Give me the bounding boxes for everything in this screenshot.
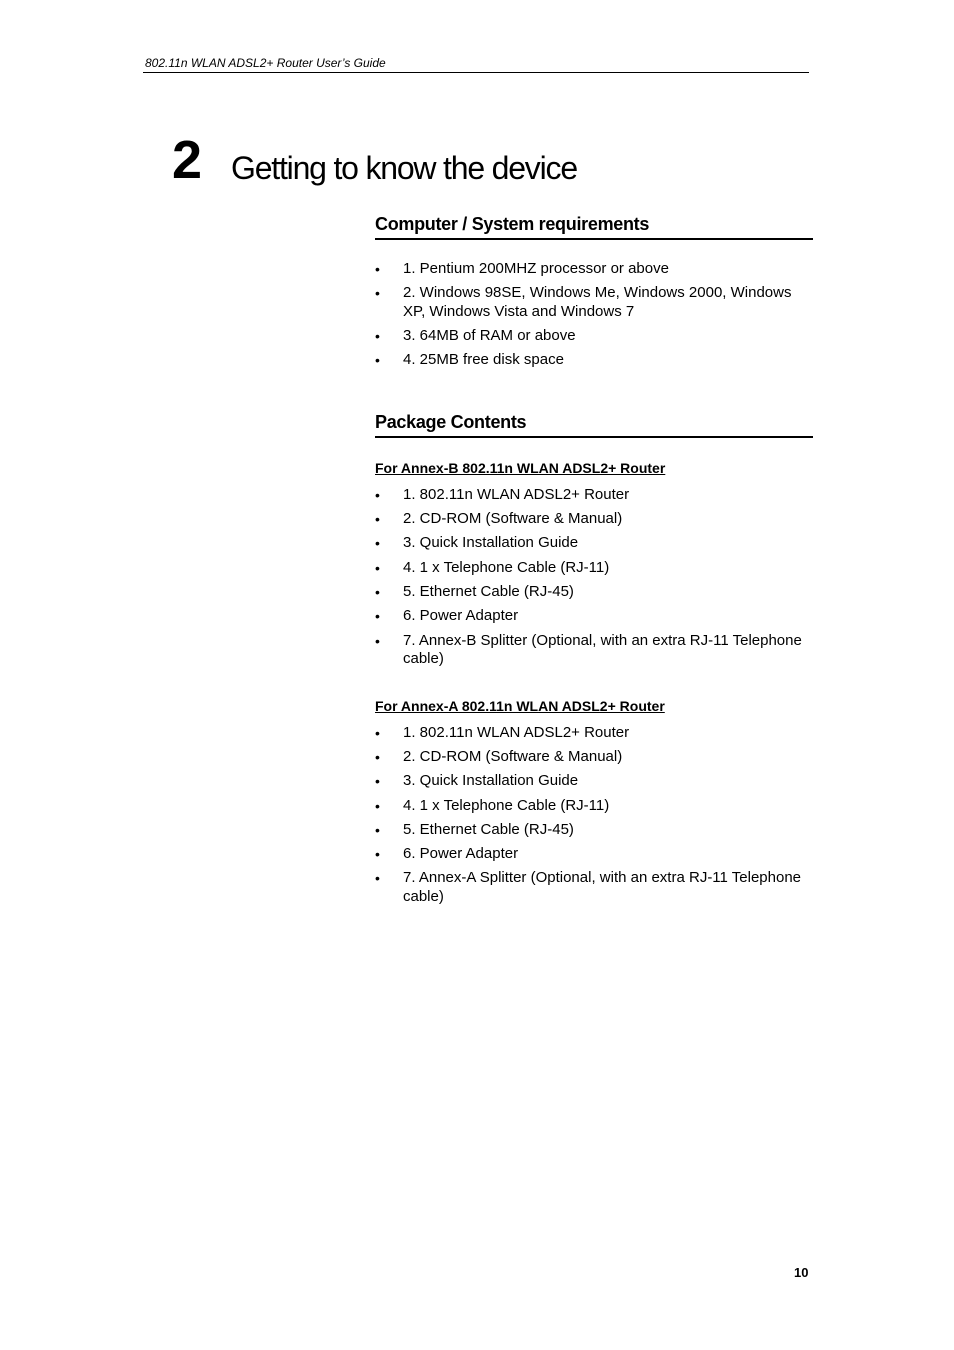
- list-item: [375, 534, 813, 553]
- bullet-icon: •: [375, 486, 380, 503]
- list-item: [375, 748, 813, 767]
- list-item-text: 7. Annex-B Splitter (Optional, with an extra RJ-11 Telephone cable): [403, 631, 802, 668]
- list-item: [375, 486, 813, 505]
- list-item: [375, 632, 813, 669]
- bullet-icon: •: [375, 632, 380, 649]
- list-item: [375, 583, 813, 602]
- bullet-icon: •: [375, 846, 380, 863]
- list-item-text: 3. Quick Installation Guide: [403, 534, 579, 552]
- list-item: [375, 559, 813, 578]
- package-contents-heading: Package Contents: [375, 410, 813, 438]
- list-item: [375, 772, 813, 791]
- list-item: [375, 869, 813, 906]
- bullet-icon: •: [375, 724, 380, 741]
- chapter-title: Getting to know the device: [231, 150, 577, 186]
- header-rule: [143, 72, 809, 73]
- requirements-list: [375, 260, 813, 370]
- list-item: [375, 724, 813, 743]
- requirements-heading: Computer / System requirements: [375, 212, 813, 240]
- list-item-text: 6. Power Adapter: [403, 845, 519, 863]
- list-item-text: 2. Windows 98SE, Windows Me, Windows 2000, Windows XP, Windows Vista and Windows 7: [403, 284, 792, 320]
- list-item: [375, 607, 813, 626]
- list-item-text: 5. Ethernet Cable (RJ-45): [403, 820, 574, 838]
- bullet-icon: •: [375, 870, 380, 887]
- bullet-icon: •: [375, 261, 380, 277]
- bullet-icon: •: [375, 328, 380, 345]
- bullet-icon: •: [375, 773, 380, 790]
- bullet-icon: •: [375, 584, 380, 601]
- annex-a-list: [375, 724, 813, 907]
- main-content: [375, 212, 813, 912]
- list-item-text: 5. Ethernet Cable (RJ-45): [403, 583, 574, 601]
- list-item: [375, 351, 813, 370]
- list-item-text: 4. 25MB free disk space: [403, 351, 564, 369]
- list-item: [375, 284, 813, 321]
- list-item-text: 3. Quick Installation Guide: [403, 772, 579, 790]
- list-item-text: 7. Annex-A Splitter (Optional, with an extra RJ-11 Telephone cable): [403, 869, 802, 905]
- running-header: 802.11n WLAN ADSL2+ Router User’s Guide: [145, 56, 386, 70]
- bullet-icon: •: [375, 797, 380, 814]
- bullet-icon: •: [375, 285, 380, 302]
- list-item-text: 1. 802.11n WLAN ADSL2+ Router: [403, 723, 630, 741]
- bullet-icon: •: [375, 748, 380, 765]
- annex-a-heading: For Annex-A 802.11n WLAN ADSL2+ Router: [375, 697, 665, 714]
- list-item-text: 4. 1 x Telephone Cable (RJ-11): [403, 558, 610, 576]
- list-item: [375, 510, 813, 529]
- list-item-text: 2. CD-ROM (Software & Manual): [403, 510, 623, 528]
- list-item-text: 6. Power Adapter: [403, 607, 519, 625]
- bullet-icon: •: [375, 535, 380, 552]
- list-item: [375, 845, 813, 864]
- chapter-number: 2: [172, 130, 203, 190]
- bullet-icon: •: [375, 608, 380, 625]
- list-item: [375, 821, 813, 840]
- bullet-icon: •: [375, 821, 380, 838]
- bullet-icon: •: [375, 511, 380, 528]
- list-item-text: 4. 1 x Telephone Cable (RJ-11): [403, 796, 610, 814]
- bullet-icon: •: [375, 352, 380, 369]
- list-item: [375, 260, 813, 279]
- list-item-text: 2. CD-ROM (Software & Manual): [403, 747, 623, 765]
- page-number: 10: [794, 1265, 809, 1280]
- list-item-text: 1. Pentium 200MHZ processor or above: [403, 260, 669, 277]
- list-item: [375, 797, 813, 816]
- list-item: [375, 327, 813, 346]
- list-item-text: 3. 64MB of RAM or above: [403, 327, 576, 345]
- list-item-text: 1. 802.11n WLAN ADSL2+ Router: [403, 485, 630, 503]
- annex-b-heading: For Annex-B 802.11n WLAN ADSL2+ Router: [375, 459, 666, 476]
- annex-b-list: [375, 486, 813, 669]
- bullet-icon: •: [375, 559, 380, 576]
